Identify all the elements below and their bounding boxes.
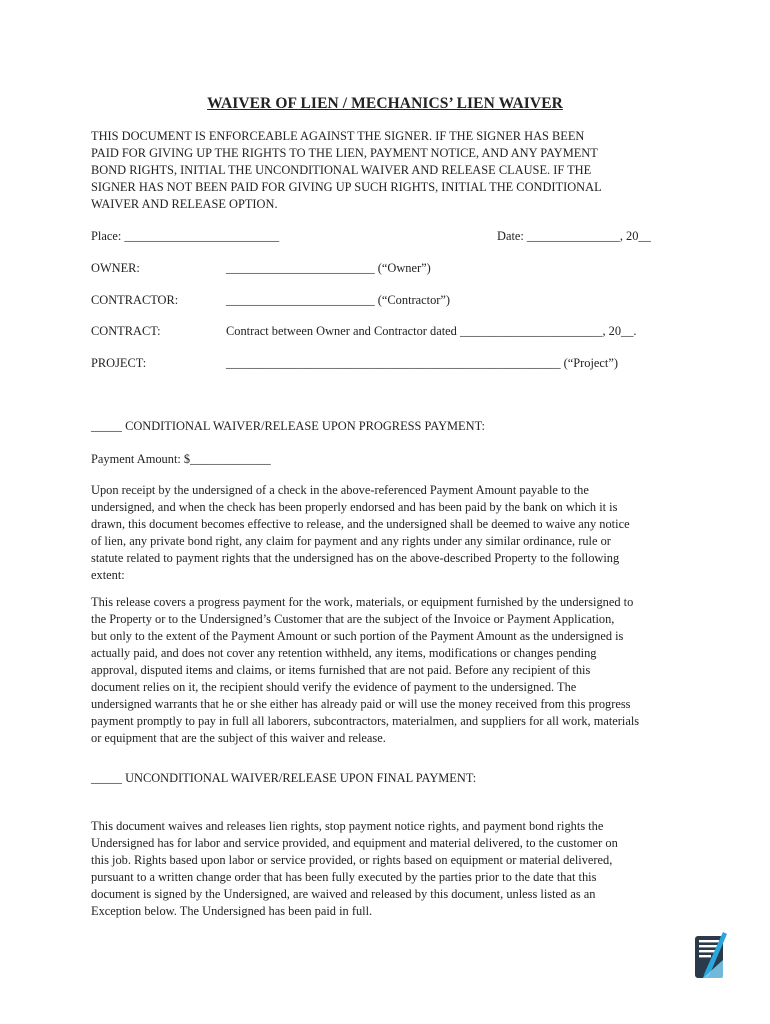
paragraph-line: or equipment that are the subject of this waiver and release.: [91, 731, 386, 745]
date-field[interactable]: Date: _______________, 20__: [497, 229, 651, 243]
unconditional-heading[interactable]: _____ UNCONDITIONAL WAIVER/RELEASE UPON FINAL PAYMENT:: [91, 771, 477, 785]
contract-label: CONTRACT:: [91, 324, 161, 338]
paragraph-line: pursuant to a written change order that has been fully executed by the parties prior to the date that this: [91, 870, 597, 884]
unconditional-paragraph: [91, 818, 683, 920]
intro-line: PAID FOR GIVING UP THE RIGHTS TO THE LIEN, PAYMENT NOTICE, AND ANY PAYMENT: [91, 146, 598, 160]
paragraph-line: drawn, this document becomes effective to release, and the undersigned shall be deemed to waive any notice: [91, 517, 630, 531]
paragraph-line: This release covers a progress payment for the work, materials, or equipment furnished by the undersigned to: [91, 595, 634, 609]
conditional-paragraph-2: [91, 594, 683, 747]
paragraph-line: statute related to payment rights that the undersigned has on the above-described Property to the following: [91, 551, 620, 565]
contract-field[interactable]: Contract between Owner and Contractor dated _______________________, 20__.: [226, 324, 637, 338]
paragraph-line: approval, disputed items and claims, or items furnished that are not paid. Before any recipient of this: [91, 663, 591, 677]
conditional-paragraph-1: [91, 482, 683, 584]
paragraph-line: Upon receipt by the undersigned of a check in the above-referenced Payment Amount payable to the: [91, 483, 589, 497]
paragraph-line: payment promptly to pay in full all laborers, subcontractors, materialmen, and suppliers for all work, materials: [91, 714, 640, 728]
document-title: WAIVER OF LIEN / MECHANICS’ LIEN WAIVER: [207, 95, 563, 112]
paragraph-line: but only to the extent of the Payment Amount or such portion of the Payment Amount as the undersigned is: [91, 629, 624, 643]
document-logo-icon: [693, 930, 729, 982]
paragraph-line: Exception below. The Undersigned has been paid in full.: [91, 904, 373, 918]
intro-paragraph: [91, 128, 681, 213]
paragraph-line: document relies on it, the recipient should verify the evidence of payment to the undersigned. The: [91, 680, 577, 694]
paragraph-line: of lien, any private bond right, any claim for payment and any rights under any similar ordinance, rule or: [91, 534, 611, 548]
paragraph-line: this job. Rights based upon labor or service provided, or rights based on equipment or material delivered,: [91, 853, 613, 867]
contractor-label: CONTRACTOR:: [91, 293, 179, 307]
contractor-field[interactable]: ________________________ (“Contractor”): [226, 293, 451, 307]
place-field[interactable]: Place: _________________________: [91, 229, 280, 243]
intro-line: THIS DOCUMENT IS ENFORCEABLE AGAINST THE SIGNER. IF THE SIGNER HAS BEEN: [91, 129, 585, 143]
paragraph-line: extent:: [91, 568, 125, 582]
paragraph-line: actually paid, and does not cover any retention withheld, any items, modifications or changes pending: [91, 646, 597, 660]
payment-amount-field[interactable]: Payment Amount: $_____________: [91, 452, 271, 466]
paragraph-line: the Property or to the Undersigned’s Customer that are the subject of the Invoice or Payment Application,: [91, 612, 615, 626]
paragraph-line: undersigned, and when the check has been properly endorsed and has been paid by the bank on which it is: [91, 500, 618, 514]
owner-field[interactable]: ________________________ (“Owner”): [226, 261, 431, 275]
project-label: PROJECT:: [91, 356, 147, 370]
owner-label: OWNER:: [91, 261, 140, 275]
conditional-heading[interactable]: _____ CONDITIONAL WAIVER/RELEASE UPON PROGRESS PAYMENT:: [91, 419, 485, 433]
paragraph-line: document is signed by the Undersigned, are waived and released by this document, unless listed as an: [91, 887, 596, 901]
paragraph-line: undersigned warrants that he or she either has already paid or will use the money received from this progress: [91, 697, 631, 711]
project-field[interactable]: ______________________________________________________ (“Project”): [226, 356, 618, 370]
paragraph-line: This document waives and releases lien rights, stop payment notice rights, and payment bond rights the: [91, 819, 604, 833]
paragraph-line: Undersigned has for labor and service provided, and equipment and material delivered, to the customer on: [91, 836, 618, 850]
intro-line: SIGNER HAS NOT BEEN PAID FOR GIVING UP SUCH RIGHTS, INITIAL THE CONDITIONAL: [91, 180, 602, 194]
intro-line: BOND RIGHTS, INITIAL THE UNCONDITIONAL WAIVER AND RELEASE CLAUSE. IF THE: [91, 163, 592, 177]
intro-line: WAIVER AND RELEASE OPTION.: [91, 197, 278, 211]
